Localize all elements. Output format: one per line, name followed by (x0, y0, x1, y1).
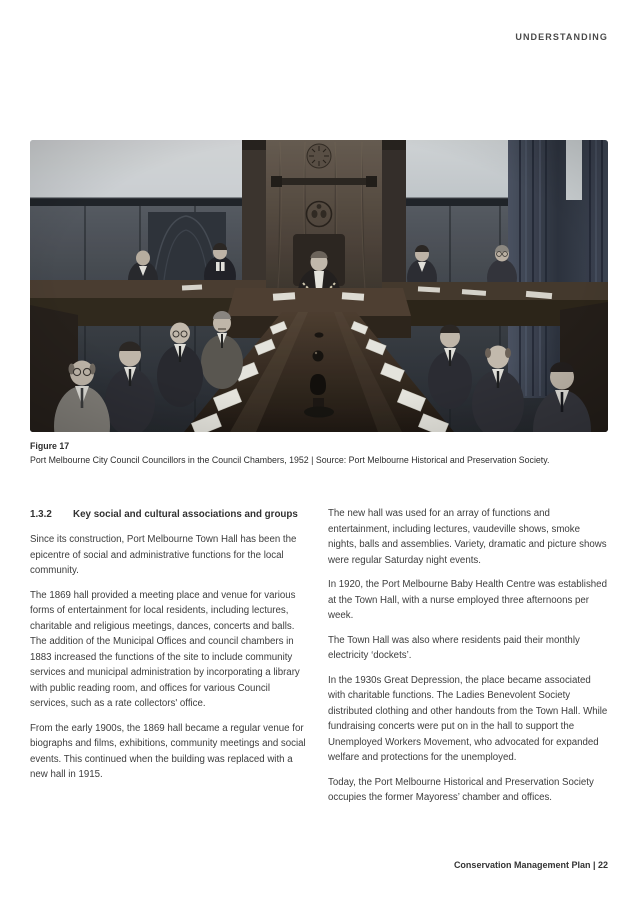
paragraph: The Town Hall was also where residents paid their monthly electricity ‘dockets’. (328, 634, 580, 661)
section-title: Key social and cultural associations and groups (73, 509, 298, 520)
page-header-label: UNDERSTANDING (515, 32, 608, 42)
paragraph: In 1920, the Port Melbourne Baby Health Centre was established at the Town Hall, with a nurse employed three afternoons per week. (328, 579, 607, 621)
section-number: 1.3.2 (30, 509, 52, 520)
right-paragraphs (328, 506, 608, 806)
page-footer-label: Conservation Management Plan | 22 (453, 860, 608, 870)
paragraph: The new hall was used for an array of functions and entertainment, including lectures, vaudeville shows, smoke nights, balls and assemblies. Variety, dramatic and picture shows were regular Saturday night events. (328, 508, 607, 566)
figure-label: Figure 17 (30, 441, 70, 451)
figure-caption: Port Melbourne City Council Councillors in the Council Chambers, 1952 | Source: Port Melbourne Historical and Preservation Society. (30, 455, 550, 465)
paragraph: From the early 1900s, the 1869 hall became a regular venue for biographs and films, exhibitions, community meetings and social events. This continued when the building was replaced with a new hall in 1915. (30, 722, 306, 780)
figure-caption-block (30, 441, 608, 467)
paragraph: The 1869 hall provided a meeting place and venue for various forms of entertainment for local residents, including lectures, charitable and religious meetings, dances, concerts and balls. The addition of the Municipal Offices and council chambers in 1883 increased the functions of the site to include community services and municipal administration by incorporating a library with public reading room, and offices for various Council services, such as a rate collectors' office. (30, 589, 300, 709)
left-paragraphs (30, 532, 310, 783)
section-heading (30, 508, 310, 522)
column-left (30, 506, 310, 815)
paragraph: Since its construction, Port Melbourne Town Hall has been the epicentre of social and administrative functions for the local community. (30, 534, 297, 576)
council-chambers-photo (30, 140, 608, 432)
column-right (328, 506, 608, 815)
paragraph: In the 1930s Great Depression, the place became associated with charitable functions. The Ladies Benevolent Society distributed clothing and other handouts from the Town Hall. While fundraising concerts were put on in the hall to support the Unemployed Workers Movement, who advocated for expanded welfare and protections for the unemployed. (328, 674, 608, 763)
body-columns (30, 506, 608, 815)
paragraph: Today, the Port Melbourne Historical and Preservation Society occupies the former Mayoress’ chamber and offices. (328, 776, 594, 803)
figure-photo (30, 140, 608, 432)
